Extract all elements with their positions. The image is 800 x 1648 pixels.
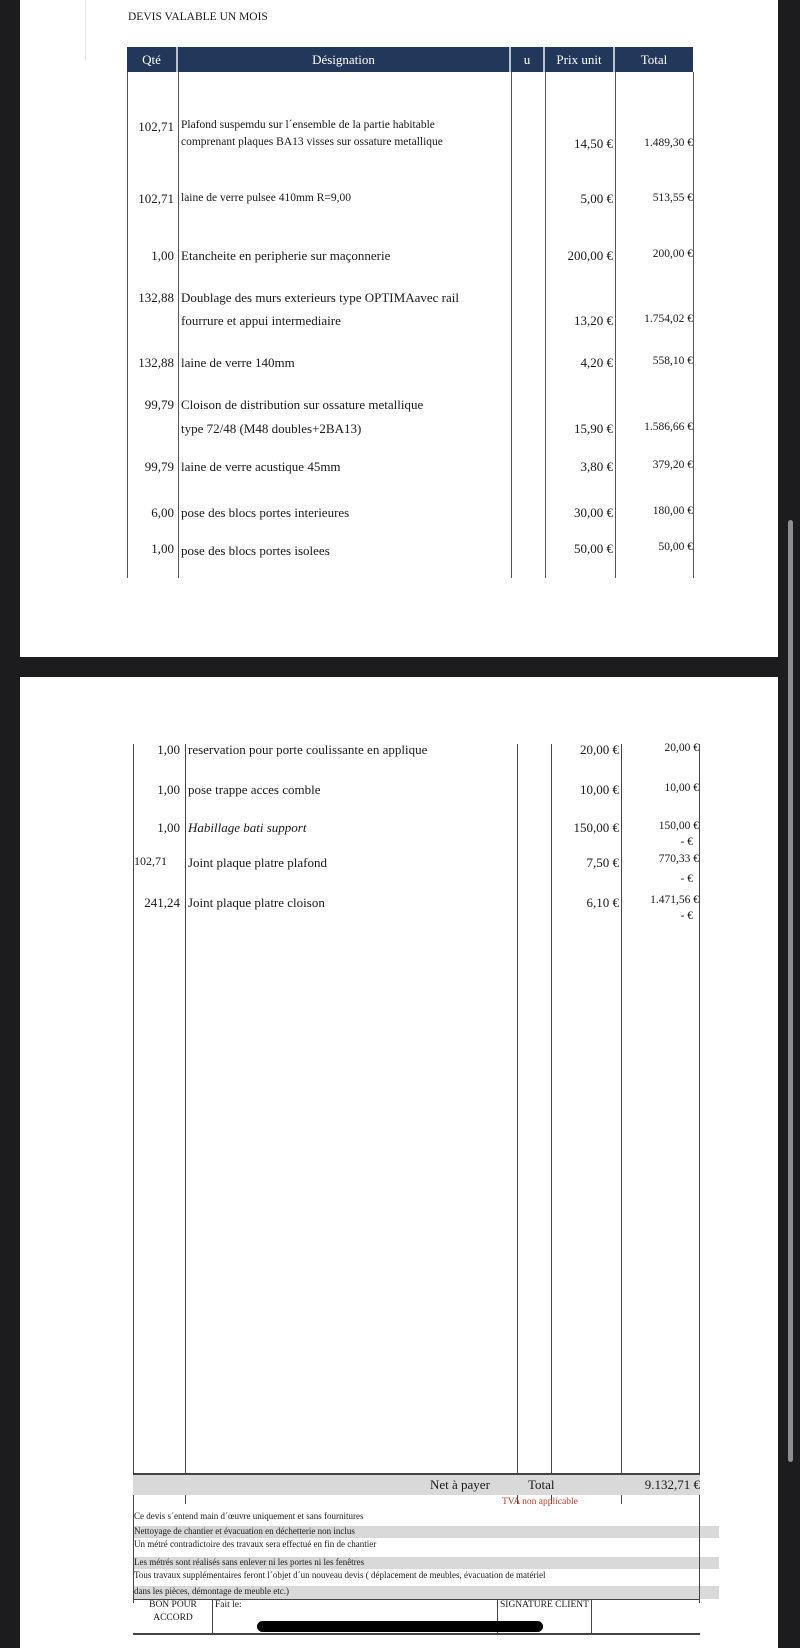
qty-cell: 102,71 (138, 119, 174, 134)
total-cell: 10,00 € (664, 782, 699, 794)
col-line (517, 744, 518, 1504)
header-qty: Qté (127, 47, 178, 72)
total-cell: 513,55 € (652, 192, 693, 204)
net-payer-label: Net à payer (430, 1477, 490, 1492)
frame-line (699, 1497, 700, 1603)
unit-price-cell: 13,20 € (574, 313, 613, 328)
fait-le-label: Fait le: (215, 1600, 242, 1610)
empty-total-cell: - € (680, 836, 693, 848)
document-page-2 (20, 677, 778, 1648)
designation-cell: reservation pour porte coulissante en applique (188, 742, 428, 757)
designation-cell: type 72/48 (M48 doubles+2BA13) (181, 421, 362, 436)
total-cell: 1.489,30 € (644, 137, 693, 149)
designation-cell: Joint plaque platre cloison (188, 895, 325, 910)
margin-line (85, 0, 86, 60)
designation-cell: laine de verre acustique 45mm (181, 459, 341, 474)
total-cell: 180,00 € (652, 505, 693, 517)
total-cell: 200,00 € (652, 248, 693, 260)
header-designation: Désignation (178, 47, 511, 72)
unit-price-cell: 15,90 € (574, 421, 613, 436)
designation-cell: Joint plaque platre plafond (188, 855, 327, 870)
signature-client-label: SIGNATURE CLIENT (500, 1600, 589, 1610)
designation-cell: fourrure et appui intermediaire (181, 313, 341, 328)
qty-cell: 132,88 (138, 355, 174, 370)
net-payer-band (133, 1475, 700, 1495)
designation-cell: Doublage des murs exterieurs type OPTIMAavec rail (181, 290, 459, 305)
qty-cell: 1,00 (157, 742, 180, 757)
document-page-1 (20, 0, 778, 657)
unit-price-cell: 7,50 € (586, 855, 619, 870)
designation-cell: pose des blocs portes interieures (181, 505, 350, 520)
total-cell: 1.471,56 € (650, 894, 699, 906)
unit-price-cell: 5,00 € (580, 191, 613, 206)
total-cell: 150,00 € (658, 820, 699, 832)
qty-cell: 241,24 (144, 895, 180, 910)
unit-price-cell: 3,80 € (580, 459, 613, 474)
unit-price-cell: 20,00 € (580, 742, 619, 757)
col-line (127, 72, 128, 578)
qty-cell: 1,00 (157, 782, 180, 797)
home-indicator[interactable] (257, 1621, 543, 1632)
header-unit-price: Prix unit (545, 47, 615, 72)
col-line (178, 72, 179, 578)
total-cell: 50,00 € (658, 541, 693, 553)
header-total: Total (615, 47, 693, 72)
total-cell: 20,00 € (664, 742, 699, 754)
footer-note: Ce devis s´entend main d´œuvre uniquement et sans fournitures (134, 1511, 364, 1521)
qty-cell: 1,00 (157, 820, 180, 835)
col-line (212, 1599, 213, 1634)
qty-cell: 102,71 (134, 854, 167, 868)
empty-total-cell: - € (680, 873, 693, 885)
unit-price-cell: 6,10 € (586, 895, 619, 910)
validity-note: DEVIS VALABLE UN MOIS (128, 11, 268, 23)
qty-cell: 102,71 (138, 191, 174, 206)
scrollbar-thumb[interactable] (788, 520, 793, 1462)
bon-pour-label: BON POUR (149, 1600, 197, 1610)
qty-cell: 132,88 (138, 290, 174, 305)
unit-price-cell: 30,00 € (574, 505, 613, 520)
unit-price-cell: 50,00 € (574, 541, 613, 556)
qty-cell: 1,00 (151, 541, 174, 556)
designation-cell: laine de verre 140mm (181, 355, 295, 370)
grand-total-value: 9.132,71 € (644, 1477, 700, 1492)
unit-price-cell: 4,20 € (580, 355, 613, 370)
total-label: Total (528, 1477, 555, 1492)
qty-cell: 1,00 (151, 248, 174, 263)
footer-note: Les métrés sont réalisés sans enlever ni les portes ni les fenêtres (133, 1557, 719, 1569)
designation-cell: laine de verre pulsee 410mm R=9,00 (181, 192, 351, 204)
empty-total-cell: - € (680, 910, 693, 922)
total-cell: 379,20 € (652, 459, 693, 471)
signature-bottom-rule (133, 1633, 700, 1635)
qty-cell: 99,79 (144, 397, 174, 412)
total-cell: 1.586,66 € (644, 421, 693, 433)
total-cell: 558,10 € (652, 355, 693, 367)
designation-cell: Habillage bati support (188, 820, 307, 835)
accord-label: ACCORD (153, 1613, 193, 1623)
qty-cell: 99,79 (144, 459, 174, 474)
footer-note: Nettoyage de chantier et évacuation en déchetterie non inclus (133, 1526, 719, 1538)
unit-price-cell: 200,00 € (567, 248, 613, 263)
unit-price-cell: 14,50 € (574, 136, 613, 151)
designation-cell: pose des blocs portes isolees (181, 543, 330, 558)
total-cell: 770,33 € (658, 853, 699, 865)
tva-note: TVA non applicable (502, 1497, 578, 1507)
designation-cell: pose trappe acces comble (188, 782, 321, 797)
col-line (185, 744, 186, 1504)
col-line (591, 1599, 592, 1634)
designation-cell: Plafond suspemdu sur l´ensemble de la partie habitable (181, 119, 435, 131)
footer-note: Tous travaux supplémentaires feront l´objet d´un nouveau devis ( déplacement de meubles, évacuation de matériel (134, 1570, 546, 1580)
header-unit: u (511, 47, 545, 72)
footer-note: dans les pièces, démontage de meuble etc.) (133, 1586, 719, 1599)
col-line (699, 744, 700, 1504)
designation-cell: Etancheite en peripherie sur maçonnerie (181, 248, 391, 263)
qty-cell: 6,00 (151, 505, 174, 520)
designation-cell: comprenant plaques BA13 visses sur ossature metallique (181, 136, 443, 148)
col-line (693, 72, 694, 578)
frame-line (133, 1497, 134, 1603)
total-cell: 1.754,02 € (644, 313, 693, 325)
unit-price-cell: 10,00 € (580, 782, 619, 797)
designation-cell: Cloison de distribution sur ossature metallique (181, 397, 424, 412)
footer-note: Un métré contradictoire des travaux sera effectué en fin de chantier (134, 1539, 377, 1549)
col-line (511, 72, 512, 578)
unit-price-cell: 150,00 € (573, 820, 619, 835)
